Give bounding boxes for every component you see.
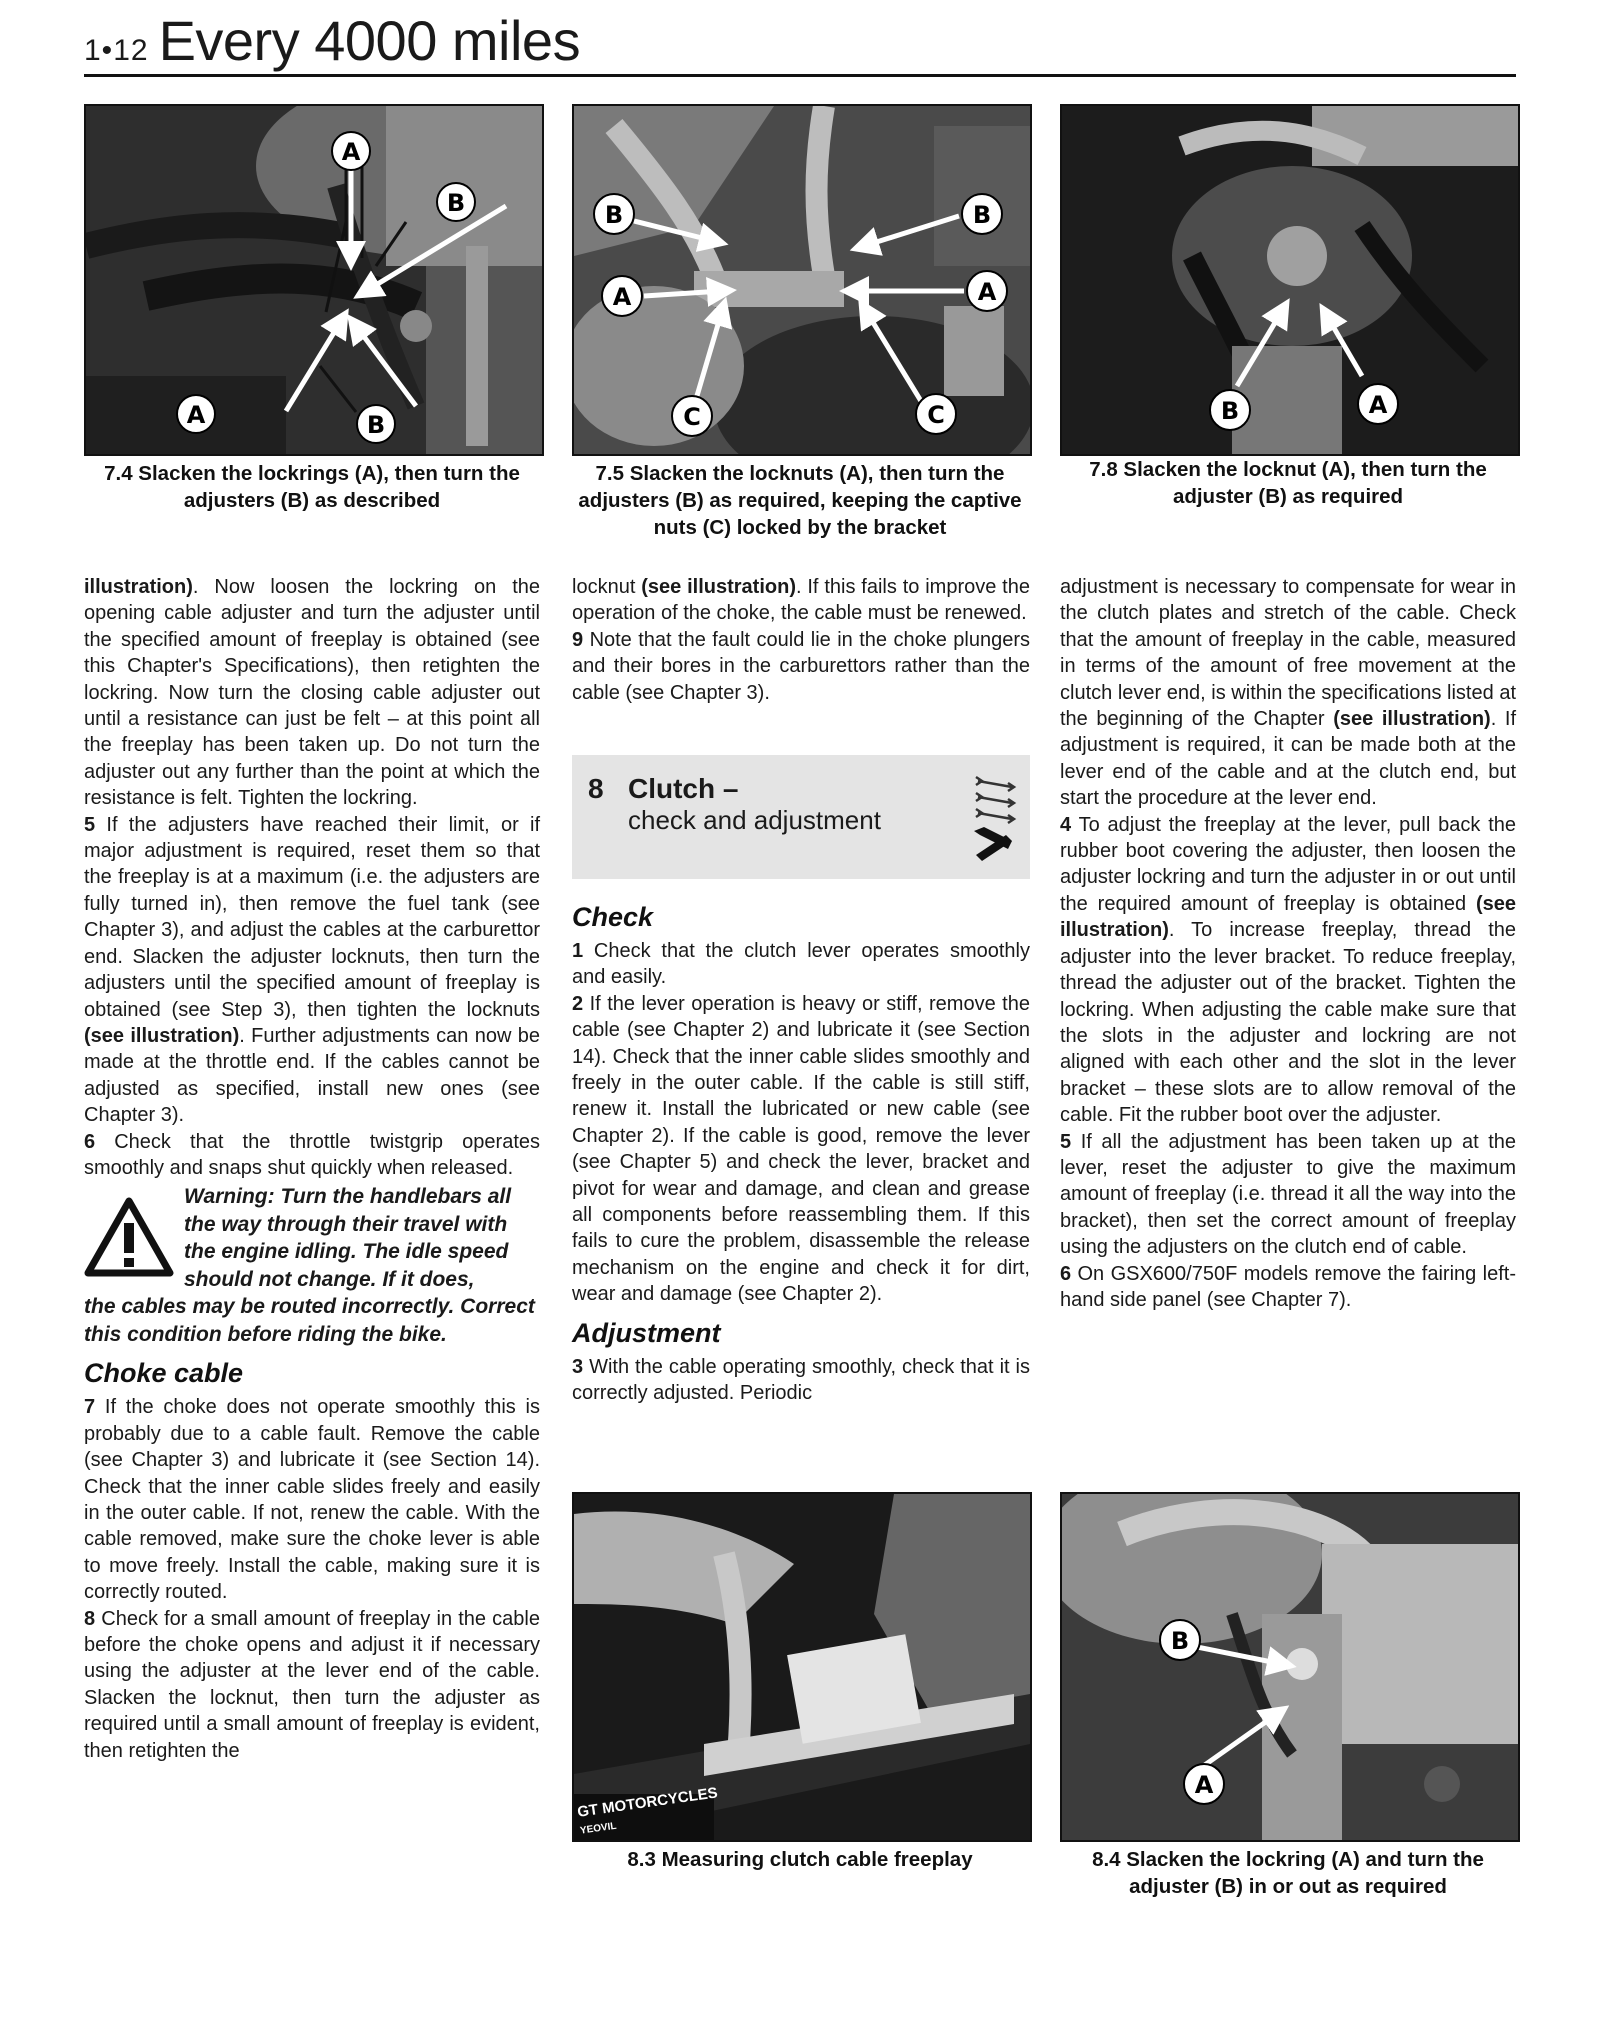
paragraph: 8 Check for a small amount of freeplay in the cable before the choke opens and adjust it if necessary using the adjuster at the lever end of the cable. Slacken the locknut, then turn the adjuster as required until a small amount of freeplay is evident, then retighten the	[84, 1607, 540, 1762]
paragraph: 6 On GSX600/750F models remove the fairing left-hand side panel (see Chapter 7).	[1060, 1262, 1516, 1311]
paragraph: 2 If the lever operation is heavy or stiff, remove the cable (see Chapter 2) and lubricate it (see Section 14). Check that the inner cable slides smoothly and freely in the outer cable. If the cable is still stiff, renew it. Install the lubricated or new cable (see Chapter 2). If the cable is good, remove the lever (see Chapter 5) and check the lever, bracket and pivot for wear and damage, and clean and grease all components before reassembling them. If this fails to cure the problem, disassemble the release mechanism on the engine and check it for dirt, wear and damage (see Chapter 2).	[572, 992, 1030, 1306]
svg-text:A: A	[341, 138, 361, 166]
svg-text:B: B	[1220, 397, 1240, 425]
svg-text:B: B	[604, 201, 624, 229]
svg-text:B: B	[366, 411, 386, 439]
figure-caption: 8.3 Measuring clutch cable freeplay	[627, 1848, 973, 1871]
photo-7-4	[84, 104, 544, 456]
callout-label	[332, 132, 370, 170]
svg-text:A: A	[1194, 1771, 1214, 1799]
text-column-1	[84, 574, 540, 1764]
figure-caption: 7.8 Slacken the locknut (A), then turn the adjuster (B) as required	[1089, 458, 1487, 508]
paragraph: 4 To adjust the freeplay at the lever, pull back the rubber boot covering the adjuster, then loosen the adjuster lockring and turn the adjuster in or out until the required amount of freeplay is obtained (see illustration). To increase freeplay, thread the adjuster into the lever bracket. To reduce freeplay, thread the adjuster out of the bracket. Tighten the lockring. When adjusting the cable make sure that the slots in the adjuster and lockring are not aligned with each other and the slot in the lever bracket – these slots are to allow removal of the cable. Fit the rubber boot over the adjuster.	[1060, 813, 1516, 1127]
section-title: Clutch –	[628, 773, 739, 804]
paragraph: 5 If all the adjustment has been taken up at the lever, reset the adjuster to give the maximum amount of freeplay (i.e. thread it all the way into the bracket), then set the correct amount of freeplay using the adjusters on the clutch end of cable.	[1060, 1130, 1516, 1259]
svg-text:A: A	[186, 401, 206, 429]
photo-8-3	[572, 1492, 1032, 1842]
text-column-3	[1060, 574, 1516, 1313]
paragraph: 6 Check that the throttle twistgrip operates smoothly and snaps shut quickly when released.	[84, 1130, 540, 1179]
page-header	[84, 8, 580, 73]
paragraph: locknut (see illustration). If this fails to improve the operation of the choke, the cable must be renewed.	[572, 576, 1030, 625]
warning-box	[84, 1183, 540, 1293]
figure-caption: 7.4 Slacken the lockrings (A), then turn the adjusters (B) as described	[104, 462, 520, 512]
section-subtitle: check and adjustment	[628, 805, 881, 835]
header-rule	[84, 74, 1516, 77]
svg-text:A: A	[1368, 391, 1388, 419]
callout-label	[177, 395, 215, 433]
warning-text: Warning: Turn the handlebars all the way through their travel with the engine idling. The idle speed should not change. If it does,	[184, 1185, 512, 1291]
paragraph: 5 If the adjusters have reached their limit, or if major adjustment is required, reset them so that the freeplay is at a maximum (i.e. the adjusters are fully turned in), then remove the fuel tank (see Chapter 3), and adjust the cables at the carburettor end. Slacken the adjuster locknuts, then turn the adjusters until the specified amount of freeplay is obtained (see Step 3), then tighten the locknuts (see illustration). Further adjustments can now be made at the throttle end. If the cables cannot be adjusted as specified, install new ones (see Chapter 3).	[84, 813, 540, 1127]
callout-label	[1184, 1764, 1224, 1804]
callout-label	[357, 405, 395, 443]
callout-label	[437, 183, 475, 221]
paragraph: 9 Note that the fault could lie in the choke plungers and their bores in the carburettors rather than the cable (see Chapter 3).	[572, 628, 1030, 704]
svg-text:C: C	[927, 401, 945, 429]
callout-label	[967, 271, 1007, 311]
page-title: Every 4000 miles	[158, 9, 581, 72]
svg-text:B: B	[446, 189, 466, 217]
paragraph: illustration). Now loosen the lockring on the opening cable adjuster and turn the adjuster until the specified amount of freeplay is obtained (see this Chapter's Specifications), then retighten the lockring. Now turn the closing cable adjuster out until a resistance can just be felt – at this point all the freeplay has been taken up. Do not turn the adjuster out any further than the point at which the resistance is felt. Tighten the lockring.	[84, 576, 540, 810]
svg-text:A: A	[612, 283, 632, 311]
warning-triangle-icon	[84, 1183, 184, 1293]
text-column-2-lower	[572, 892, 1030, 1407]
callout-label	[672, 396, 712, 436]
photo-7-8	[1060, 104, 1520, 456]
paragraph: 7 If the choke does not operate smoothly this is probably due to a cable fault. Remove the cable (see Chapter 3) and lubricate it (see Section 14). Check that the inner cable slides freely and easily in the outer cable. If not, renew the cable. With the cable removed, make sure the choke lever is able to move freely. Install the cable, making sure it is correctly routed.	[84, 1396, 540, 1604]
callout-label	[602, 276, 642, 316]
paragraph: adjustment is necessary to compensate for wear in the clutch plates and stretch of the cable. Check that the amount of freeplay in the cable, measured in terms of the amount of free movement at the clutch lever end, is within the specifications listed at the beginning of the Chapter (see illustration). If adjustment is required, it can be made both at the lever end of the cable and at the clutch end, but start the procedure at the lever end.	[1060, 576, 1517, 810]
photo-label-text: GT MOTORCYCLES YEOVIL	[576, 1784, 719, 1837]
paragraph: 1 Check that the clutch lever operates smoothly and easily.	[572, 940, 1030, 989]
section-number: 8	[588, 773, 604, 804]
subheading: Check	[572, 902, 654, 932]
subheading: Choke cable	[84, 1358, 244, 1389]
callout-label	[1358, 384, 1398, 424]
callout-label	[1210, 390, 1250, 430]
callout-label	[1160, 1620, 1200, 1660]
page-number: 1•12	[84, 34, 149, 67]
photo-8-4	[1060, 1492, 1520, 1842]
callout-label	[962, 194, 1002, 234]
svg-text:A: A	[977, 278, 997, 306]
svg-text:B: B	[1170, 1627, 1190, 1655]
callout-label	[594, 194, 634, 234]
text-column-2	[572, 574, 1030, 706]
svg-text:C: C	[683, 403, 701, 431]
difficulty-spanner-icon	[968, 767, 1022, 867]
warning-text-continued: the cables may be routed incorrectly. Correct this condition before riding the bike.	[84, 1295, 535, 1346]
figure-caption: 7.5 Slacken the locknuts (A), then turn the adjusters (B) as required, keeping the captive nuts (C) locked by the bracket	[578, 462, 1022, 539]
svg-text:B: B	[972, 201, 992, 229]
photo-7-5	[572, 104, 1032, 456]
subheading: Adjustment	[572, 1317, 721, 1348]
callout-label	[916, 394, 956, 434]
paragraph: 3 With the cable operating smoothly, check that it is correctly adjusted. Periodic	[572, 1355, 1030, 1405]
section-heading-box	[572, 755, 1030, 879]
figure-caption: 8.4 Slacken the lockring (A) and turn the adjuster (B) in or out as required	[1092, 1848, 1484, 1898]
